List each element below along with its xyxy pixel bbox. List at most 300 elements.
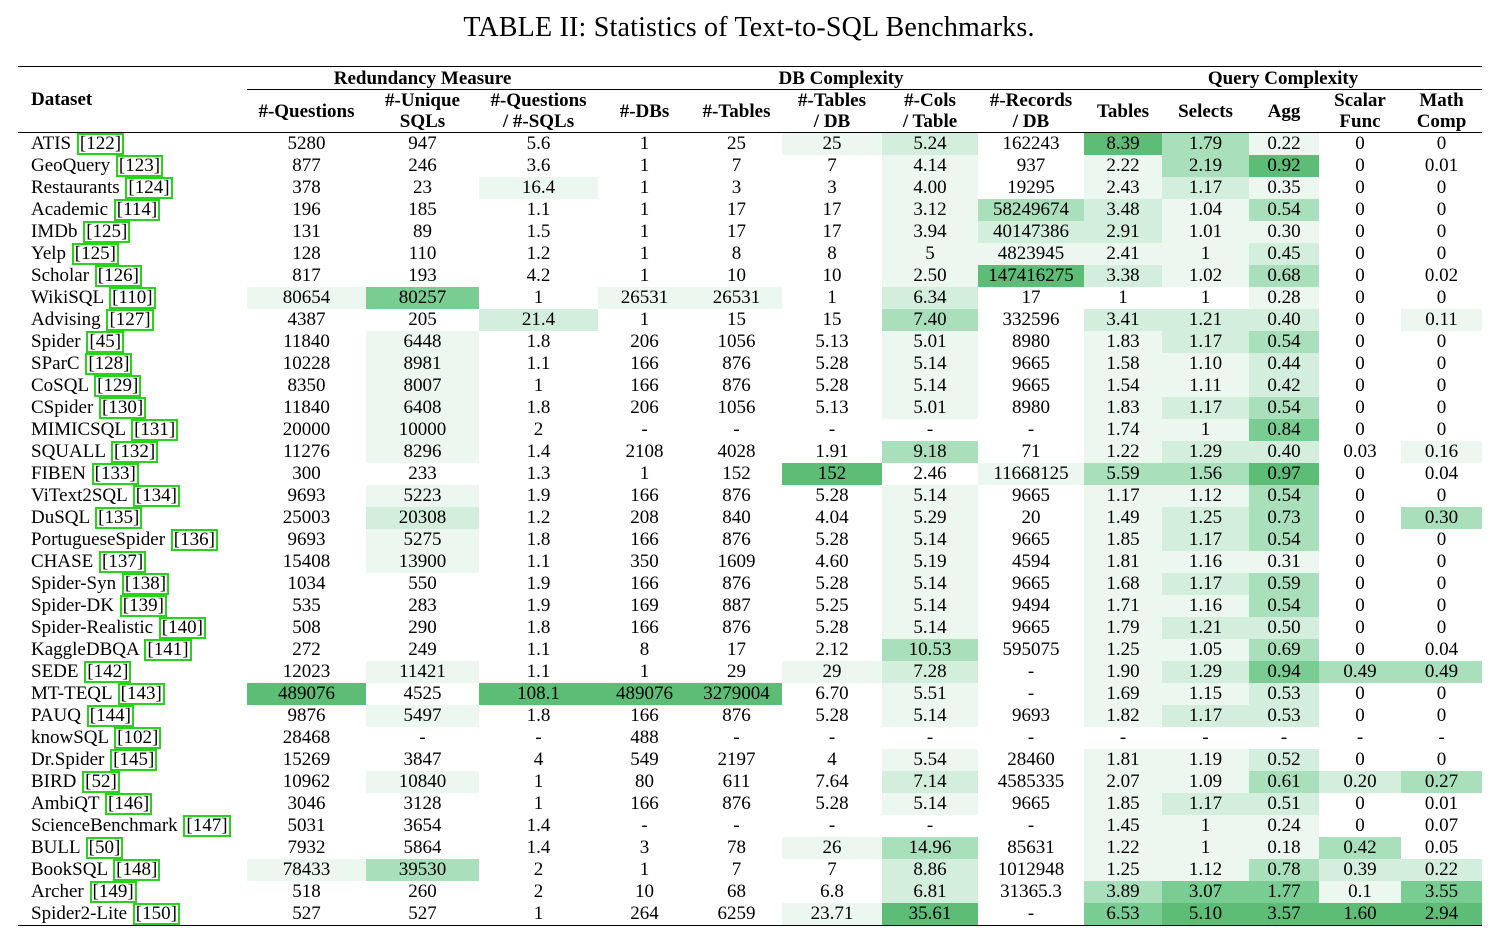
cell-selects: 1.19	[1162, 749, 1249, 771]
dataset-cell	[18, 771, 247, 793]
cell-records-per-db: -	[1027, 815, 1035, 837]
citation-link[interactable]: [110]	[109, 287, 155, 309]
dataset-cell	[18, 199, 247, 221]
cell-dbs: 26531	[598, 287, 691, 309]
cell-dbs: 1	[639, 221, 650, 243]
citation-number: 128	[94, 353, 124, 374]
cell-scalar-func: 0.42	[1319, 837, 1401, 859]
cell-selects: 1.56	[1162, 463, 1249, 485]
cell-selects: 1.04	[1162, 199, 1249, 221]
header-questions-per-sql: #-Questions / #-SQLs	[490, 90, 587, 132]
cell-unique-sqls: 205	[408, 309, 437, 331]
cell-tables: 887	[722, 595, 751, 617]
citation-link[interactable]: [122]	[77, 133, 124, 155]
dataset-name: SQUALL	[31, 441, 106, 462]
table-row	[18, 375, 1482, 397]
cell-questions-per-sql: 1.1	[526, 639, 551, 661]
dataset-cell	[18, 529, 247, 551]
cell-questions: 10962	[282, 771, 331, 793]
cell-questions: 508	[292, 617, 321, 639]
citation-link[interactable]: [137]	[99, 551, 146, 573]
cell-query-tables: 2.41	[1084, 243, 1162, 265]
cell-query-tables: 1	[1118, 287, 1128, 309]
cell-unique-sqls: 249	[408, 639, 437, 661]
cell-questions-per-sql: 4	[533, 749, 544, 771]
cell-query-tables: 2.91	[1084, 221, 1162, 243]
cell-agg: 3.57	[1249, 903, 1319, 926]
cell-unique-sqls: 185	[408, 199, 437, 221]
citation-number: 114	[123, 199, 151, 220]
citation-number: 127	[115, 309, 145, 330]
table-row	[18, 881, 1482, 903]
table-row	[18, 155, 1482, 177]
cell-query-tables: 2.22	[1084, 155, 1162, 177]
cell-records-per-db: 11668125	[978, 463, 1084, 485]
cell-tables: 3279004	[691, 683, 782, 705]
citation-link[interactable]: [146]	[105, 793, 152, 815]
cell-records-per-db: 9665	[1012, 353, 1051, 375]
cell-agg: 0.51	[1249, 793, 1319, 815]
cell-agg: 0.24	[1249, 815, 1319, 837]
cell-questions: 535	[292, 595, 321, 617]
citation-link[interactable]: [114]	[114, 199, 160, 221]
cell-cols-per-table: 3.12	[882, 199, 978, 221]
cell-tables: 17	[727, 199, 747, 221]
cell-dbs: 8	[639, 639, 650, 661]
citation-link[interactable]: [144]	[87, 705, 134, 727]
dataset-cell	[18, 419, 247, 441]
cell-tables-per-db: 7	[827, 859, 837, 881]
cell-query-tables: 1.85	[1084, 793, 1162, 815]
citation-number: 136	[180, 529, 209, 550]
table-caption: TABLE II: Statistics of Text-to-SQL Benchmarks.	[463, 12, 1035, 43]
dataset-name: AmbiQT	[31, 793, 100, 814]
dataset-name: SEDE	[31, 661, 79, 682]
dataset-name: Restaurants	[31, 177, 120, 198]
table-row	[18, 397, 1482, 419]
cell-selects: -	[1202, 727, 1209, 749]
table-row	[18, 463, 1482, 485]
cell-unique-sqls: 947	[408, 133, 437, 155]
cell-questions: 80654	[247, 287, 366, 309]
cell-query-tables: 1.58	[1084, 353, 1162, 375]
cell-tables-per-db: 7.64	[815, 771, 849, 793]
table-row	[18, 617, 1482, 639]
cell-cols-per-table: 5.14	[882, 793, 978, 815]
cell-questions-per-sql: 1	[533, 771, 544, 793]
cell-unique-sqls: 80257	[366, 287, 479, 309]
dataset-cell	[18, 177, 247, 199]
cell-scalar-func: 0	[1355, 375, 1365, 397]
table-row	[18, 705, 1482, 727]
table-row	[18, 793, 1482, 815]
cell-math-comp: 0.22	[1401, 859, 1482, 881]
cell-math-comp: 0.27	[1401, 771, 1482, 793]
cell-selects: 1.10	[1162, 353, 1249, 375]
cell-tables: 7	[731, 155, 742, 177]
citation-number: 125	[92, 221, 122, 242]
cell-tables: 68	[727, 881, 747, 903]
citation-link[interactable]: [127]	[106, 309, 153, 331]
cell-questions-per-sql: 16.4	[479, 177, 598, 199]
cell-records-per-db: -	[1027, 419, 1035, 441]
dataset-name: Spider-DK	[31, 595, 114, 616]
cell-dbs: 166	[630, 573, 659, 595]
dataset-name: BIRD	[31, 771, 77, 792]
cell-questions-per-sql: 3.6	[526, 155, 551, 177]
cell-agg: 0.84	[1249, 419, 1319, 441]
dataset-name: CHASE	[31, 551, 94, 572]
cell-questions: 3046	[287, 793, 326, 815]
citation-number: 146	[114, 793, 143, 814]
cell-selects: 1.12	[1162, 485, 1249, 507]
cell-query-tables: 2.43	[1084, 177, 1162, 199]
cell-selects: 1	[1200, 287, 1211, 309]
citation-number: 133	[100, 463, 130, 484]
cell-tables-per-db: 6.8	[820, 881, 844, 903]
citation-number: 110	[118, 287, 147, 308]
cell-tables-per-db: 5.28	[815, 617, 849, 639]
header-unique-sqls: #-Unique SQLs	[385, 90, 460, 132]
cell-tables-per-db: 4	[827, 749, 837, 771]
cell-dbs: 488	[630, 727, 659, 749]
cell-agg: 0.50	[1249, 617, 1319, 639]
dataset-name: Spider-Realistic	[31, 617, 154, 638]
dataset-cell	[18, 265, 247, 287]
cell-scalar-func: 0.03	[1343, 441, 1377, 463]
citation-link[interactable]: [149]	[90, 881, 137, 903]
cell-tables-per-db: 25	[782, 133, 882, 156]
dataset-cell	[18, 155, 247, 177]
citation-link[interactable]: [142]	[84, 661, 131, 683]
citation-link[interactable]: [50]	[86, 837, 124, 859]
cell-selects: 1.12	[1162, 859, 1249, 881]
cell-dbs: 3	[639, 837, 650, 859]
header-group-row	[18, 67, 1482, 90]
citation-number: 141	[153, 639, 183, 660]
cell-unique-sqls: 3654	[403, 815, 442, 837]
table-row	[18, 309, 1482, 331]
cell-tables-per-db: 5.28	[815, 573, 849, 595]
table-row	[18, 221, 1482, 243]
citation-number: 125	[81, 243, 110, 264]
cell-dbs: 166	[630, 529, 659, 551]
cell-agg: 0.78	[1249, 859, 1319, 881]
cell-cols-per-table: 3.94	[882, 221, 978, 243]
citation-link[interactable]: [126]	[95, 265, 142, 287]
cell-questions: 11840	[283, 397, 330, 419]
table-row	[18, 859, 1482, 881]
cell-query-tables: 3.38	[1084, 265, 1162, 287]
dataset-name: ViText2SQL	[31, 485, 128, 506]
cell-questions: 20000	[282, 419, 331, 441]
cell-records-per-db: 9494	[1012, 595, 1051, 617]
cell-unique-sqls: 3128	[403, 793, 442, 815]
cell-questions: 300	[292, 463, 321, 485]
cell-records-per-db: -	[1027, 661, 1035, 683]
cell-tables: -	[733, 727, 740, 749]
cell-math-comp: 0	[1436, 243, 1447, 265]
cell-questions: 9693	[287, 529, 326, 551]
cell-tables: 876	[722, 375, 751, 397]
cell-cols-per-table: -	[926, 727, 934, 749]
cell-dbs: 1	[639, 309, 650, 331]
dataset-cell	[18, 837, 247, 859]
citation-link[interactable]: [132]	[111, 441, 158, 463]
cell-agg: 1.77	[1249, 881, 1319, 903]
cell-dbs: 166	[630, 617, 659, 639]
cell-questions-per-sql: 1.1	[526, 199, 551, 221]
dataset-cell	[18, 551, 247, 573]
cell-unique-sqls: 5497	[366, 705, 479, 727]
cell-math-comp: 0	[1436, 617, 1447, 639]
citation-link[interactable]: [129]	[94, 375, 141, 397]
cell-unique-sqls: 5275	[366, 529, 479, 551]
citation-link[interactable]: [139]	[120, 595, 167, 617]
cell-selects: 1.16	[1162, 551, 1249, 573]
cell-questions-per-sql: 1	[533, 375, 544, 397]
cell-questions: 128	[292, 243, 321, 265]
cell-scalar-func: 0	[1355, 265, 1365, 287]
dataset-name: PortugueseSpider	[31, 529, 166, 550]
cell-query-tables: 2.07	[1084, 771, 1162, 793]
cell-scalar-func: 0	[1355, 243, 1365, 265]
cell-questions-per-sql: 1.8	[526, 617, 551, 639]
cell-dbs: 1	[639, 661, 650, 683]
table-row	[18, 243, 1482, 265]
citation-link[interactable]: [138]	[122, 573, 169, 595]
cell-scalar-func: 0	[1355, 177, 1365, 199]
cell-dbs: 2108	[625, 441, 664, 463]
cell-selects: 1.79	[1162, 133, 1249, 156]
cell-questions-per-sql: 1.8	[526, 397, 551, 419]
citation-number: 102	[123, 727, 152, 748]
cell-tables-per-db: 4.60	[815, 551, 849, 573]
dataset-cell	[18, 573, 247, 595]
cell-questions: 9693	[287, 485, 326, 507]
cell-tables-per-db: 5.28	[815, 705, 849, 727]
table-row	[18, 133, 1482, 156]
cell-unique-sqls: 10840	[366, 771, 479, 793]
benchmark-table	[18, 66, 1482, 926]
dataset-name: Yelp	[31, 243, 67, 264]
citation-number: 137	[108, 551, 137, 572]
cell-tables-per-db: 5.28	[815, 485, 849, 507]
cell-dbs: 166	[630, 793, 659, 815]
cell-math-comp: 0	[1436, 595, 1447, 617]
citation-link[interactable]: [130]	[99, 397, 146, 419]
cell-math-comp: 0	[1436, 551, 1447, 573]
cell-query-tables: 3.48	[1084, 199, 1162, 221]
cell-tables: -	[733, 815, 740, 837]
cell-tables: 2197	[717, 749, 756, 771]
dataset-cell	[18, 903, 247, 926]
cell-unique-sqls: 20308	[366, 507, 479, 529]
citation-link[interactable]: [124]	[125, 177, 172, 199]
cell-questions: 11276	[283, 441, 330, 463]
cell-questions-per-sql: 1.1	[526, 551, 551, 573]
header-query-tables: Tables	[1096, 100, 1150, 122]
citation-number: 131	[140, 419, 169, 440]
cell-dbs: -	[641, 815, 648, 837]
dataset-cell	[18, 793, 247, 815]
citation-link[interactable]: [45]	[86, 331, 124, 353]
cell-cols-per-table: 7.28	[882, 661, 978, 683]
citation-link[interactable]: [148]	[113, 859, 160, 881]
citation-number: 130	[108, 397, 137, 418]
cell-cols-per-table: 9.18	[882, 441, 978, 463]
cell-tables: 840	[722, 507, 751, 529]
cell-agg: 0.53	[1249, 683, 1319, 705]
cell-questions-per-sql: 1.9	[526, 595, 551, 617]
cell-scalar-func: 0	[1355, 551, 1365, 573]
cell-unique-sqls: 6448	[366, 331, 479, 353]
cell-questions: 10228	[282, 353, 331, 375]
cell-unique-sqls: 193	[408, 265, 437, 287]
cell-dbs: 264	[630, 903, 659, 925]
table-row	[18, 199, 1482, 221]
citation-link[interactable]: [143]	[118, 683, 165, 705]
cell-selects: 1.16	[1162, 595, 1249, 617]
table-row	[18, 529, 1482, 551]
dataset-name: Dr.Spider	[31, 749, 105, 770]
citation-link[interactable]: [133]	[92, 463, 139, 485]
cell-agg: 0.42	[1249, 375, 1319, 397]
dataset-name: CoSQL	[31, 375, 89, 396]
table-row	[18, 265, 1482, 287]
citation-number: 139	[129, 595, 158, 616]
citation-link[interactable]: [52]	[82, 771, 120, 793]
cell-scalar-func: 1.60	[1319, 903, 1401, 926]
cell-selects: 1.17	[1162, 573, 1249, 595]
cell-query-tables: 1.71	[1084, 595, 1162, 617]
citation-link[interactable]: [131]	[131, 419, 178, 441]
dataset-cell	[18, 485, 247, 507]
cell-dbs: 10	[635, 881, 655, 903]
citation-link[interactable]: [147]	[183, 815, 230, 837]
cell-selects: 1.21	[1162, 617, 1249, 639]
cell-unique-sqls: 110	[408, 243, 437, 265]
cell-agg: 0.54	[1249, 595, 1319, 617]
cell-selects: 1.17	[1162, 331, 1249, 353]
cell-tables: 25	[727, 133, 747, 155]
cell-math-comp: 3.55	[1401, 881, 1482, 903]
cell-math-comp: 0.02	[1424, 265, 1459, 287]
cell-math-comp: 0.11	[1401, 309, 1482, 331]
cell-math-comp: 0.05	[1424, 837, 1459, 859]
cell-scalar-func: 0	[1355, 419, 1365, 441]
cell-cols-per-table: 4.00	[882, 177, 978, 199]
citation-link[interactable]: [102]	[114, 727, 161, 749]
citation-link[interactable]: [125]	[83, 221, 130, 243]
cell-dbs: 1	[639, 265, 650, 287]
cell-math-comp: -	[1438, 727, 1445, 749]
table-row	[18, 727, 1482, 749]
citation-link[interactable]: [134]	[133, 485, 180, 507]
cell-scalar-func: -	[1356, 727, 1364, 749]
citation-number: 124	[134, 177, 164, 198]
cell-questions-per-sql: 4.2	[526, 265, 551, 287]
cell-math-comp: 0.30	[1401, 507, 1482, 529]
cell-questions-per-sql: 1.9	[526, 573, 551, 595]
cell-tables: 876	[722, 617, 751, 639]
table-row	[18, 551, 1482, 573]
cell-tables-per-db: 5.28	[815, 353, 849, 375]
cell-tables-per-db: 17	[822, 221, 842, 243]
cell-scalar-func: 0	[1355, 595, 1365, 617]
cell-unique-sqls: 527	[408, 903, 437, 925]
citation-link[interactable]: [140]	[159, 617, 206, 639]
cell-questions-per-sql: 21.4	[479, 309, 598, 331]
cell-questions: 5031	[287, 815, 326, 837]
citation-link[interactable]: [145]	[110, 749, 157, 771]
cell-math-comp: 0	[1436, 331, 1447, 353]
citation-link[interactable]: [150]	[133, 903, 180, 925]
header-records-per-db: #-Records / DB	[989, 90, 1073, 132]
cell-questions-per-sql: 1.3	[526, 463, 551, 485]
cell-records-per-db: 9693	[1012, 705, 1051, 727]
group-query-complexity: Query Complexity	[1084, 67, 1482, 90]
citation-link[interactable]: [136]	[171, 529, 218, 551]
cell-query-tables: 1.25	[1084, 639, 1162, 661]
dataset-cell	[18, 133, 247, 156]
cell-tables: 29	[727, 661, 747, 683]
dataset-name: Spider-Syn	[31, 573, 117, 594]
cell-query-tables: 5.59	[1084, 463, 1162, 485]
cell-records-per-db: 8980	[1012, 397, 1051, 419]
cell-query-tables: 1.25	[1084, 859, 1162, 881]
dataset-cell	[18, 375, 247, 397]
cell-questions-per-sql: 1	[533, 287, 544, 309]
dataset-cell	[18, 859, 247, 881]
cell-tables-per-db: 29	[782, 661, 882, 683]
cell-cols-per-table: 5.14	[882, 353, 978, 375]
citation-link[interactable]: [125]	[72, 243, 119, 265]
dataset-name: MT-TEQL	[31, 683, 112, 704]
cell-tables-per-db: 6.70	[815, 683, 849, 705]
citation-number: 132	[120, 441, 149, 462]
cell-dbs: 206	[630, 331, 659, 353]
dataset-name: Scholar	[31, 265, 90, 286]
dataset-name: GeoQuery	[31, 155, 111, 176]
cell-cols-per-table: 5.24	[882, 133, 978, 156]
cell-math-comp: 0	[1436, 287, 1447, 309]
cell-tables-per-db: 26	[782, 837, 882, 859]
cell-unique-sqls: 290	[408, 617, 437, 639]
table-row	[18, 749, 1482, 771]
cell-selects: 1.05	[1162, 639, 1249, 661]
cell-tables: 876	[722, 573, 751, 595]
cell-tables-per-db: 1	[827, 287, 837, 309]
cell-query-tables: 3.41	[1084, 309, 1162, 331]
citation-link[interactable]: [128]	[85, 353, 132, 375]
cell-questions: 877	[292, 155, 321, 177]
cell-selects: 1.01	[1162, 221, 1249, 243]
citation-link[interactable]: [123]	[116, 155, 163, 177]
cell-dbs: 169	[630, 595, 659, 617]
dataset-cell	[18, 397, 247, 419]
cell-records-per-db: -	[1027, 903, 1035, 925]
table-row	[18, 639, 1482, 661]
cell-dbs: 166	[630, 375, 659, 397]
dataset-name: BookSQL	[31, 859, 108, 880]
cell-cols-per-table: 35.61	[882, 903, 978, 926]
citation-number: 123	[125, 155, 154, 176]
citation-link[interactable]: [141]	[144, 639, 191, 661]
cell-cols-per-table: 4.14	[882, 155, 978, 177]
citation-link[interactable]: [135]	[95, 507, 142, 529]
citation-number: 52	[91, 771, 111, 792]
